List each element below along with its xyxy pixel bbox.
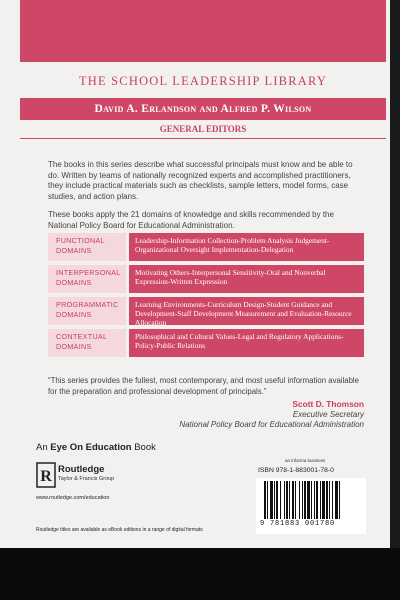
domain-description: Leadership-Information Collection-Problem Analysis Judgement-Organizational Oversight Implementation-Delegation <box>129 233 364 261</box>
imprint-line <box>36 442 156 453</box>
top-color-band <box>20 0 386 62</box>
domain-label-line-2: DOMAINS <box>56 246 92 255</box>
domain-description: Philosophical and Cultural Values-Legal and Regulatory Applications-Policy-Public Relations <box>129 329 364 357</box>
ebook-note: Routledge titles are available as eBook editions in a range of digital formats <box>36 527 203 533</box>
domain-label-line-1: PROGRAMMATIC <box>56 300 119 309</box>
domain-row-contextual <box>48 329 364 357</box>
attribution-name: Scott D. Thomson <box>292 399 364 409</box>
domain-label-line-2: DOMAINS <box>56 278 92 287</box>
informa-note: an informa business <box>285 458 326 463</box>
routledge-logo-icon <box>36 462 56 488</box>
domain-label-line-1: INTERPERSONAL <box>56 268 121 277</box>
domain-label-line-2: DOMAINS <box>56 310 92 319</box>
domain-description: Motivating Others-Interpersonal Sensitivity-Oral and Nonverbal Expression-Written Expression <box>129 265 364 293</box>
domain-label-line-1: CONTEXTUAL <box>56 332 108 341</box>
general-editors-label: GENERAL EDITORS <box>20 121 386 139</box>
domain-label-line-2: DOMAINS <box>56 342 92 351</box>
domain-label <box>48 297 126 325</box>
domain-label <box>48 265 126 293</box>
series-description: The books in this series describe what successful principals must know and be able to do. Written by teams of nationally recognized experts and accomplished practitioners, they include practical materials such as checklists, sample letters, model forms, case studies, and action plans. <box>48 160 353 201</box>
imprint-prefix: An <box>36 442 51 453</box>
imprint-brand: Eye On Education <box>50 442 132 453</box>
spine-edge <box>390 0 400 600</box>
barcode-bars <box>264 481 360 519</box>
publisher-subtitle: Taylor & Francis Group <box>58 476 115 482</box>
endorsement-quote: “This series provides the fullest, most contemporary, and most useful information available for the preparation and professional development of principals.” <box>48 376 360 396</box>
barcode <box>256 478 366 534</box>
domains-table <box>48 233 364 361</box>
domain-row-programmatic <box>48 297 364 325</box>
publisher-name: Routledge <box>58 464 105 475</box>
domain-description: Learning Environments-Curriculum Design-Student Guidance and Development-Staff Development Measurement and Evaluation-Resource Allocation <box>129 297 364 325</box>
bottom-black-band <box>0 548 400 600</box>
attribution-title: Executive Secretary <box>292 409 364 419</box>
svg-text:R: R <box>40 468 52 485</box>
domain-row-functional <box>48 233 364 261</box>
editors-band <box>20 98 386 120</box>
attribution-org: National Policy Board for Educational Administration <box>179 419 364 429</box>
series-title: THE SCHOOL LEADERSHIP LIBRARY <box>78 74 328 88</box>
domain-label <box>48 233 126 261</box>
barcode-number: 9 781883 001780 <box>260 520 336 528</box>
isbn-text: ISBN 978-1-883001-78-0 <box>258 467 334 474</box>
publisher-url: www.routledge.com/education <box>36 495 110 501</box>
imprint-suffix: Book <box>131 442 156 453</box>
editors-names: David A. Erlandson and Alfred P. Wilson <box>94 103 312 115</box>
quote-attribution <box>130 400 364 429</box>
domain-label-line-1: FUNCTIONAL <box>56 236 105 245</box>
domains-intro: These books apply the 21 domains of knowledge and skills recommended by the National Policy Board for Educational Administration. <box>48 210 334 230</box>
domain-label <box>48 329 126 357</box>
domain-row-interpersonal <box>48 265 364 293</box>
